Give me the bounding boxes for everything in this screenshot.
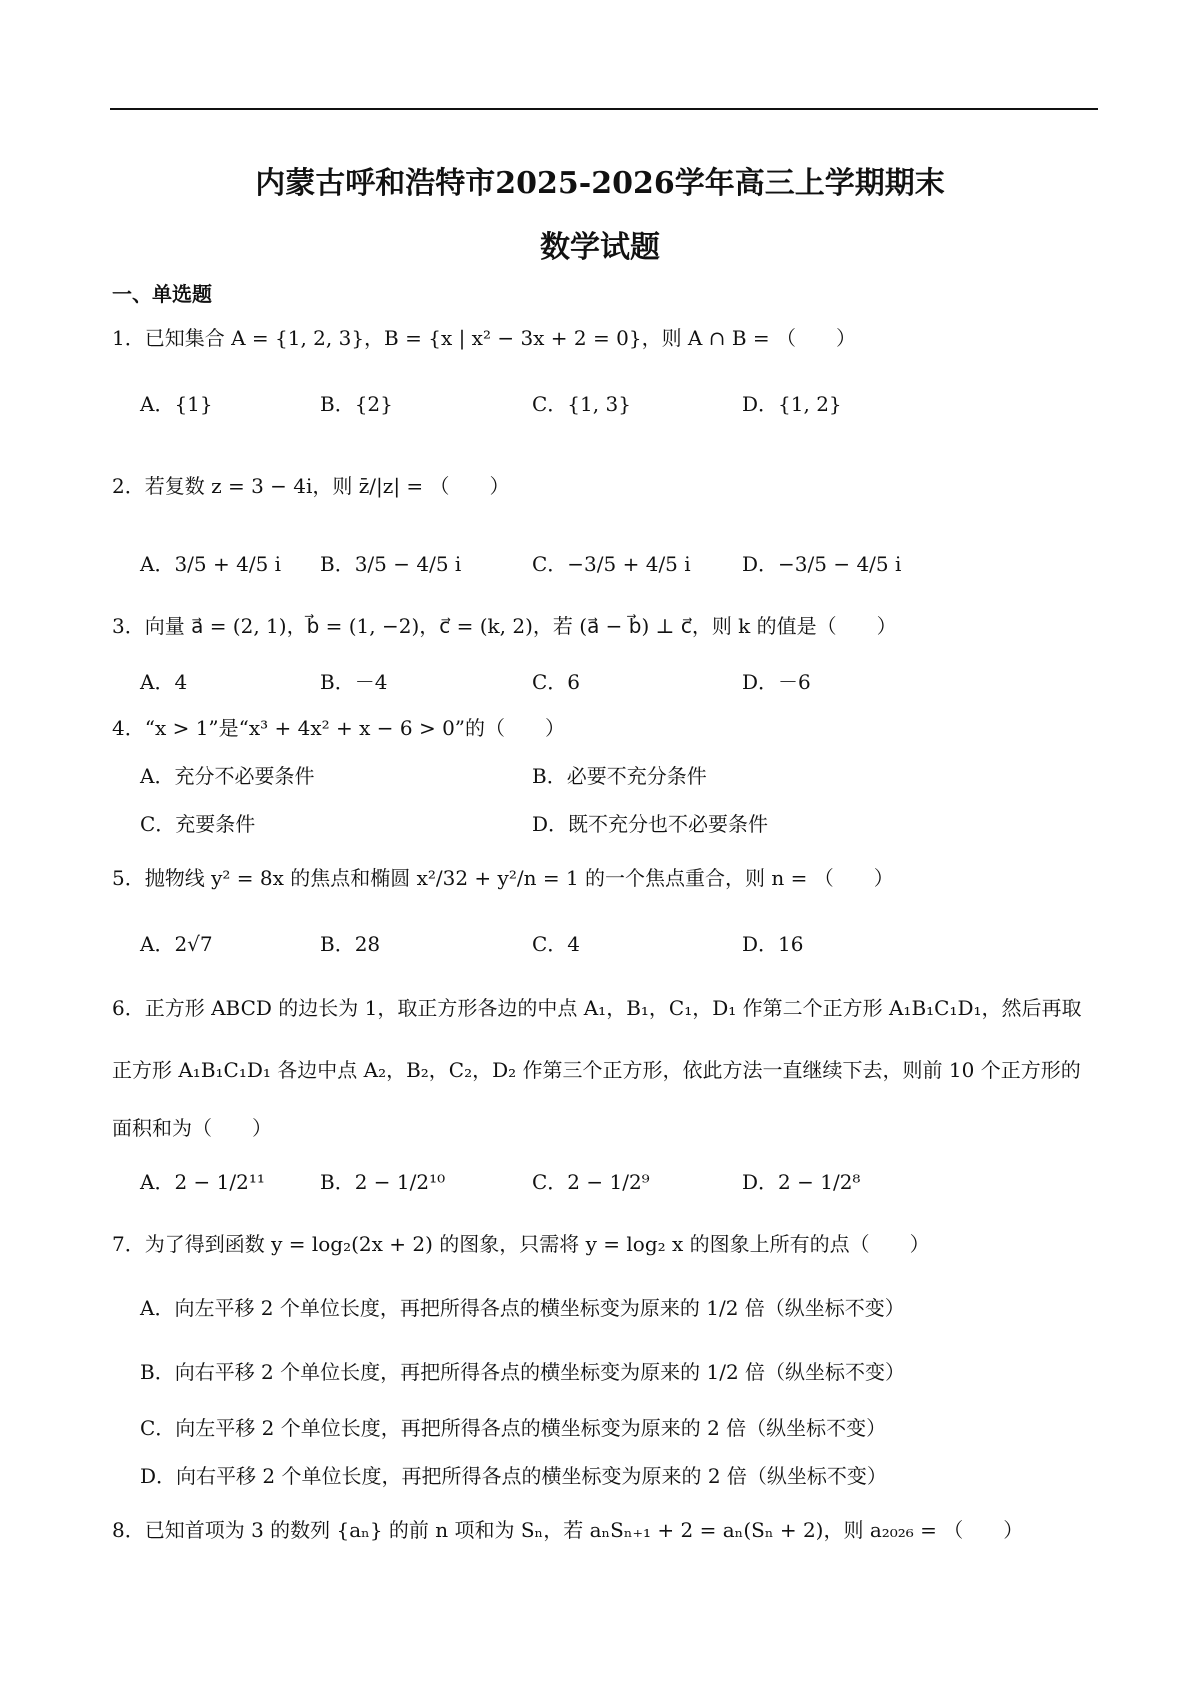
exam-subtitle: 数学试题 <box>540 230 660 265</box>
question-6-option-d: D．2 − 1/2⁸ <box>742 1170 861 1194</box>
question-7-option-c: C．向左平移 2 个单位长度，再把所得各点的横坐标变为原来的 2 倍（纵坐标不变） <box>140 1416 887 1440</box>
question-6-stem-line-2: 正方形 A₁B₁C₁D₁ 各边中点 A₂，B₂，C₂，D₂ 作第三个正方形，依此方法一直继续下去，则前 10 个正方形的 <box>112 1058 1081 1082</box>
question-4-option-c: C．充要条件 <box>140 812 256 836</box>
question-1-option-d: D．{1, 2} <box>742 392 842 416</box>
question-6-option-b: B．2 − 1/2¹⁰ <box>320 1170 446 1194</box>
question-7-stem: 7．为了得到函数 y = log₂(2x + 2) 的图象，只需将 y = log₂ x 的图象上所有的点（ ） <box>112 1232 930 1256</box>
question-5-option-d: D．16 <box>742 932 804 956</box>
question-5-option-a: A．2√7 <box>140 932 213 956</box>
header-rule <box>110 108 1098 110</box>
question-6-stem-line-3: 面积和为（ ） <box>112 1116 272 1140</box>
section-heading: 一、单选题 <box>112 282 212 306</box>
question-5-option-b: B．28 <box>320 932 381 956</box>
question-7-option-d: D．向右平移 2 个单位长度，再把所得各点的横坐标变为原来的 2 倍（纵坐标不变） <box>140 1464 887 1488</box>
question-6-option-c: C．2 − 1/2⁹ <box>532 1170 650 1194</box>
question-4-option-b: B．必要不充分条件 <box>532 764 707 788</box>
question-4-option-d: D．既不充分也不必要条件 <box>532 812 769 836</box>
question-2-option-d: D．−3/5 − 4/5 i <box>742 552 902 576</box>
question-1-option-a: A．{1} <box>140 392 213 416</box>
question-2-option-a: A．3/5 + 4/5 i <box>140 552 282 576</box>
question-1-option-c: C．{1, 3} <box>532 392 631 416</box>
question-3-option-b: B．－4 <box>320 670 388 694</box>
question-3-option-d: D．－6 <box>742 670 811 694</box>
question-7-option-b: B．向右平移 2 个单位长度，再把所得各点的横坐标变为原来的 1/2 倍（纵坐标不变） <box>140 1360 906 1384</box>
question-2-option-b: B．3/5 − 4/5 i <box>320 552 462 576</box>
question-4-option-a: A．充分不必要条件 <box>140 764 315 788</box>
question-1-stem: 1．已知集合 A = {1, 2, 3}，B = {x | x² − 3x + 2 = 0}，则 A ∩ B = （ ） <box>112 326 857 350</box>
question-5-stem: 5．抛物线 y² = 8x 的焦点和椭圆 x²/32 + y²/n = 1 的一个焦点重合，则 n = （ ） <box>112 866 894 890</box>
question-6-stem-line-1: 6．正方形 ABCD 的边长为 1，取正方形各边的中点 A₁，B₁，C₁，D₁ 作第二个正方形 A₁B₁C₁D₁，然后再取 <box>112 996 1082 1020</box>
question-8-stem: 8．已知首项为 3 的数列 {aₙ} 的前 n 项和为 Sₙ，若 aₙSₙ₊₁ + 2 = aₙ(Sₙ + 2)，则 a₂₀₂₆ = （ ） <box>112 1518 1024 1542</box>
question-3-option-c: C．6 <box>532 670 581 694</box>
question-3-stem: 3．向量 a⃗ = (2, 1)，b⃗ = (1, −2)，c⃗ = (k, 2)，若 (a⃗ − b⃗) ⊥ c⃗，则 k 的值是（ ） <box>112 614 897 638</box>
question-3-option-a: A．4 <box>140 670 188 694</box>
question-2-stem: 2．若复数 z = 3 − 4i，则 z̄/|z| = （ ） <box>112 474 510 498</box>
question-7-option-a: A．向左平移 2 个单位长度，再把所得各点的横坐标变为原来的 1/2 倍（纵坐标不变） <box>140 1296 905 1320</box>
question-1-option-b: B．{2} <box>320 392 393 416</box>
question-2-option-c: C．−3/5 + 4/5 i <box>532 552 691 576</box>
question-4-stem: 4．“x > 1”是“x³ + 4x² + x − 6 > 0”的（ ） <box>112 716 566 740</box>
question-6-option-a: A．2 − 1/2¹¹ <box>140 1170 265 1194</box>
exam-title: 内蒙古呼和浩特市2025-2026学年高三上学期期末 <box>255 166 945 201</box>
question-5-option-c: C．4 <box>532 932 581 956</box>
